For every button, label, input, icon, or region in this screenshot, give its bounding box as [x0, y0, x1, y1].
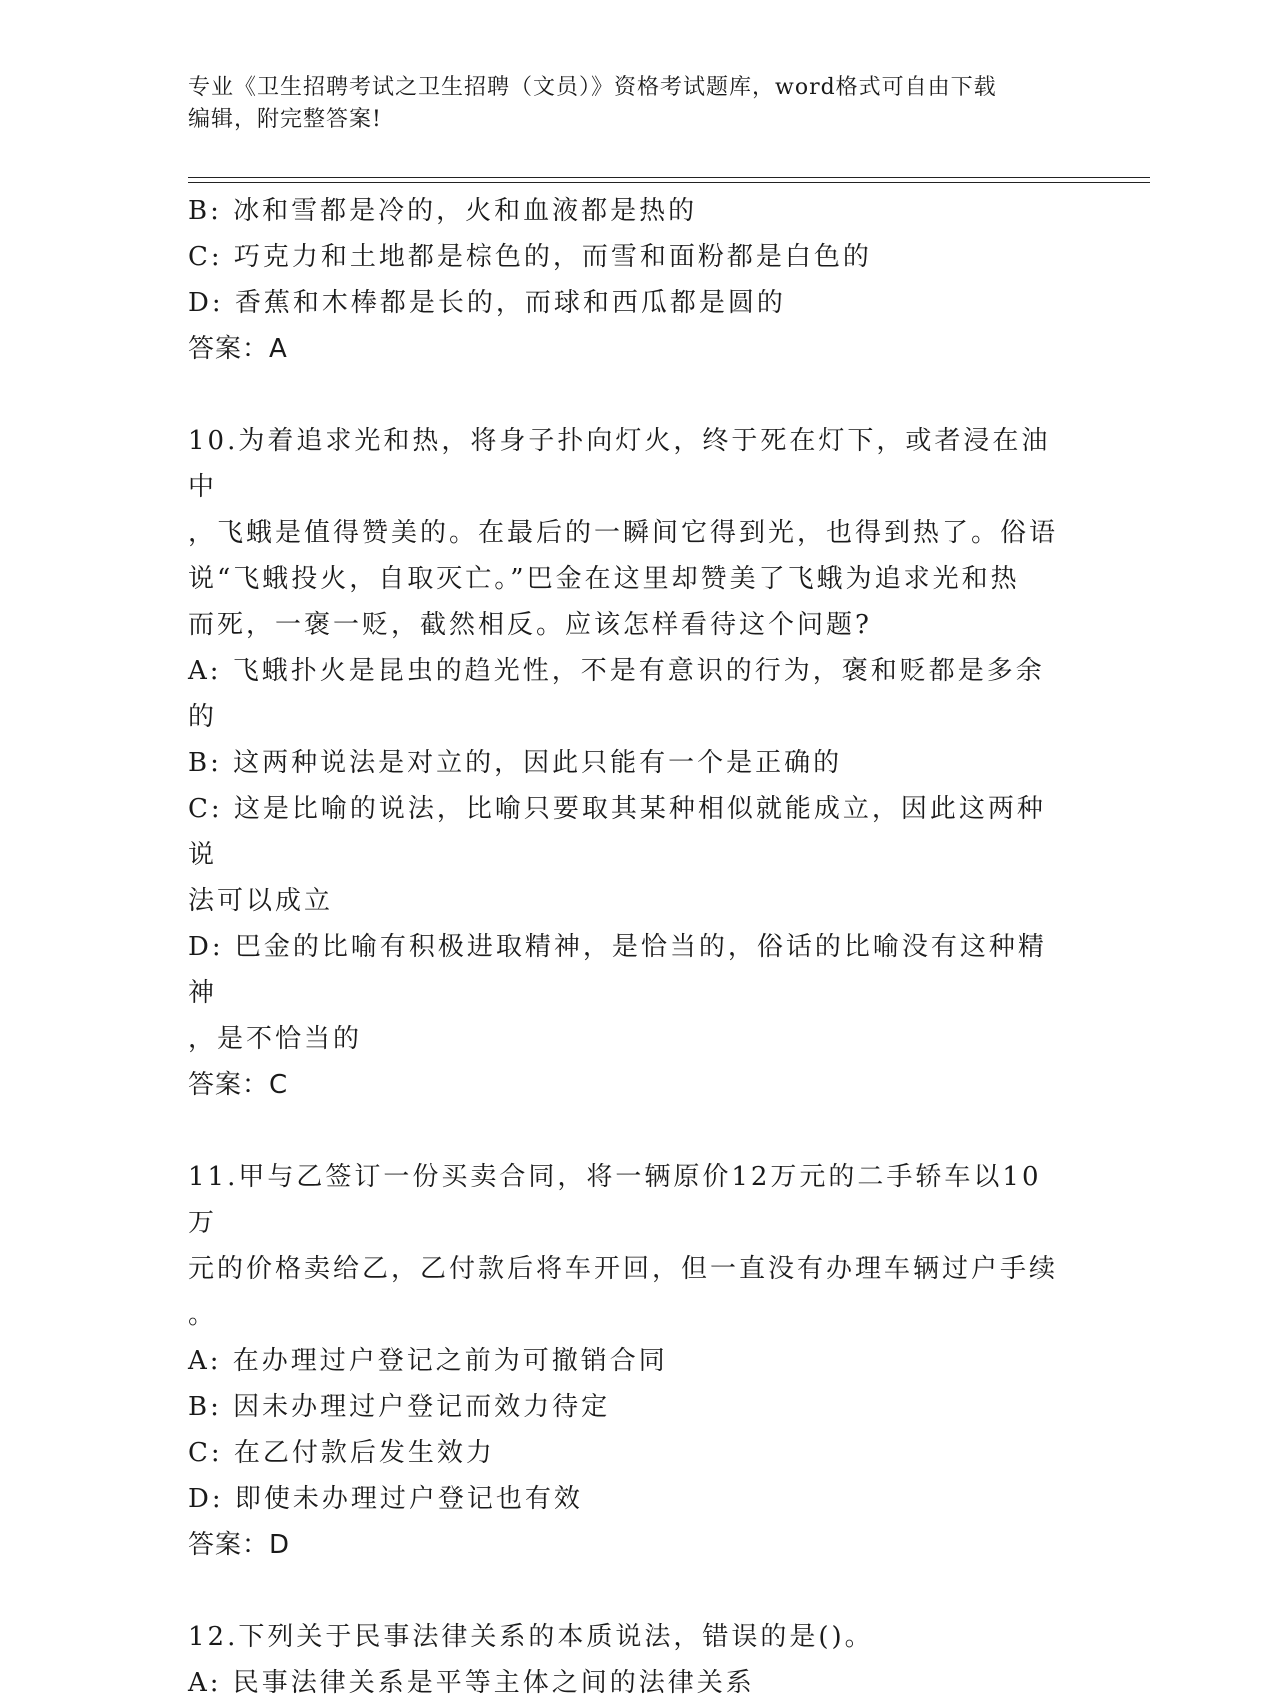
q10-stem-line-3: 说“飞蛾投火，自取灭亡。”巴金在这里却赞美了飞蛾为追求光和热	[188, 564, 1020, 594]
q11-option-d: D: 即使未办理过户登记也有效	[188, 1484, 583, 1514]
spacer	[188, 1108, 1068, 1154]
header-divider-bottom	[188, 182, 1150, 183]
spacer	[188, 372, 1068, 418]
q9-option-d: D: 香蕉和木棒都是长的，而球和西瓜都是圆的	[188, 288, 786, 318]
q11-option-a: A: 在办理过户登记之前为可撤销合同	[188, 1346, 668, 1376]
question-content	[188, 188, 1068, 1706]
question-11	[188, 1154, 1068, 1568]
header-divider-top	[188, 177, 1150, 178]
q10-option-c-line-2: 法可以成立	[188, 886, 334, 916]
q12-option-a: A: 民事法律关系是平等主体之间的法律关系	[188, 1668, 755, 1698]
header-line-1: 专业《卫生招聘考试之卫生招聘（文员）》资格考试题库，word格式可自由下载	[188, 75, 997, 100]
question-9-partial	[188, 188, 1068, 372]
q11-stem-line-2: 元的价格卖给乙，乙付款后将车开回，但一直没有办理车辆过户手续	[188, 1254, 1059, 1284]
q12-stem-line-1: 12.下列关于民事法律关系的本质说法，错误的是()。	[188, 1622, 874, 1652]
q11-stem-line-1: 11.甲与乙签订一份买卖合同，将一辆原价12万元的二手轿车以10万	[188, 1162, 1042, 1238]
document-header	[188, 72, 1068, 136]
q10-option-a: A: 飞蛾扑火是昆虫的趋光性，不是有意识的行为，褒和贬都是多余的	[188, 656, 1045, 732]
q10-option-d-line-2: ，是不恰当的	[188, 1024, 363, 1054]
question-10	[188, 418, 1068, 1108]
q9-option-b: B: 冰和雪都是冷的，火和血液都是热的	[188, 196, 698, 226]
q10-option-d-line-1: D: 巴金的比喻有积极进取精神，是恰当的，俗话的比喻没有这种精神	[188, 932, 1047, 1008]
q9-option-c: C: 巧克力和土地都是棕色的，而雪和面粉都是白色的	[188, 242, 872, 272]
q11-answer: 答案：D	[188, 1530, 291, 1560]
q11-stem-line-3: 。	[188, 1300, 218, 1330]
q10-stem-line-4: 而死，一褒一贬，截然相反。应该怎样看待这个问题?	[188, 610, 872, 640]
question-12	[188, 1614, 1068, 1706]
spacer	[188, 1568, 1068, 1614]
q10-option-c-line-1: C: 这是比喻的说法，比喻只要取其某种相似就能成立，因此这两种说	[188, 794, 1046, 870]
q10-stem-line-1: 10.为着追求光和热，将身子扑向灯火，终于死在灯下，或者浸在油中	[188, 426, 1051, 502]
q10-answer: 答案：C	[188, 1070, 289, 1100]
q10-stem-line-2: ，飞蛾是值得赞美的。在最后的一瞬间它得到光，也得到热了。俗语	[188, 518, 1059, 548]
q11-option-b: B: 因未办理过户登记而效力待定	[188, 1392, 611, 1422]
q10-option-b: B: 这两种说法是对立的，因此只能有一个是正确的	[188, 748, 843, 778]
q11-option-c: C: 在乙付款后发生效力	[188, 1438, 495, 1468]
q9-answer: 答案：A	[188, 334, 288, 364]
header-line-2: 编辑，附完整答案!	[188, 107, 382, 132]
